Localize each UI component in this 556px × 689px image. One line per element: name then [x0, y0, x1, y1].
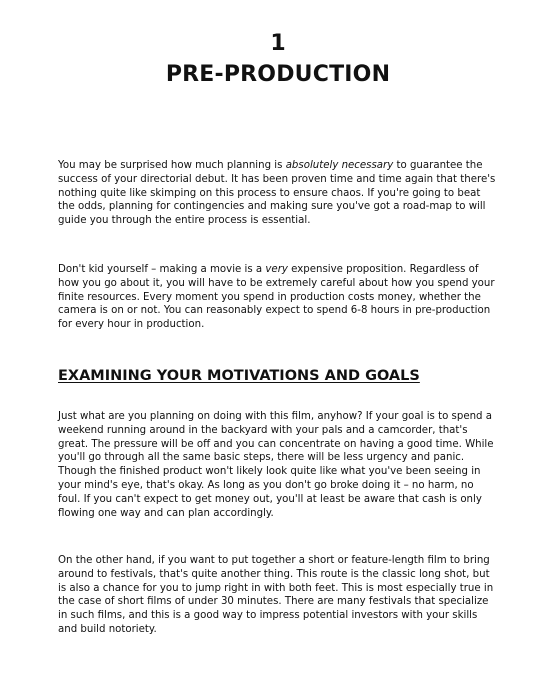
- emphasis-text: absolutely necessary: [285, 160, 394, 171]
- paragraph-text: You may be surprised how much planning is: [58, 160, 286, 171]
- chapter-number: 1: [270, 31, 286, 56]
- paragraph-text: expensive proposition. Regardless of how you go about it, you will have to be extremely careful about how you spend your finite resources. Every moment you spend in production costs money, whether the camera is on or not. You can reasonably expect to spend 6-8 hours in pre-production for every hour in production.: [58, 264, 495, 331]
- chapter-title: PRE-PRODUCTION: [165, 62, 391, 87]
- paragraph-expense: [58, 263, 498, 332]
- paragraph-text: to guarantee the success of your directorial debut. It has been proven time and time again that there's nothing quite like skimping on this process to ensure chaos. If you're going to beat the odds, planning for contingencies and making sure you've got a road-map to will guide you through the entire process is essential.: [58, 160, 496, 227]
- paragraph-motivations: Just what are you planning on doing with this film, anyhow? If your goal is to spend a weekend running around in the backyard with your pals and a camcorder, that's great. The pressure will be off and you can concentrate on having a good time. While you'll go through all the same basic steps, there will be less urgency and panic. Though the finished product won't likely look quite like what you've been seeing in your mind's eye, that's okay. As long as you don't go broke doing it – no harm, no foul. If you can't expect to get money out, you'll at least be aware that cash is only flowing one way and can plan accordingly.: [58, 411, 494, 519]
- paragraph-festivals: On the other hand, if you want to put together a short or feature-length film to bring around to festivals, that's quite another thing. This route is the classic long shot, but is also a chance for you to jump right in with both feet. This is most especially true in the case of short films of under 30 minutes. There are many festivals that specialize in such films, and this is a good way to impress potential investors with your skills and build notoriety.: [58, 555, 494, 635]
- section-heading: EXAMINING YOUR MOTIVATIONS AND GOALS: [58, 368, 420, 384]
- emphasis-text: very: [265, 264, 288, 275]
- paragraph-text: Don't kid yourself – making a movie is a: [58, 264, 266, 275]
- paragraph-planning: [58, 159, 498, 228]
